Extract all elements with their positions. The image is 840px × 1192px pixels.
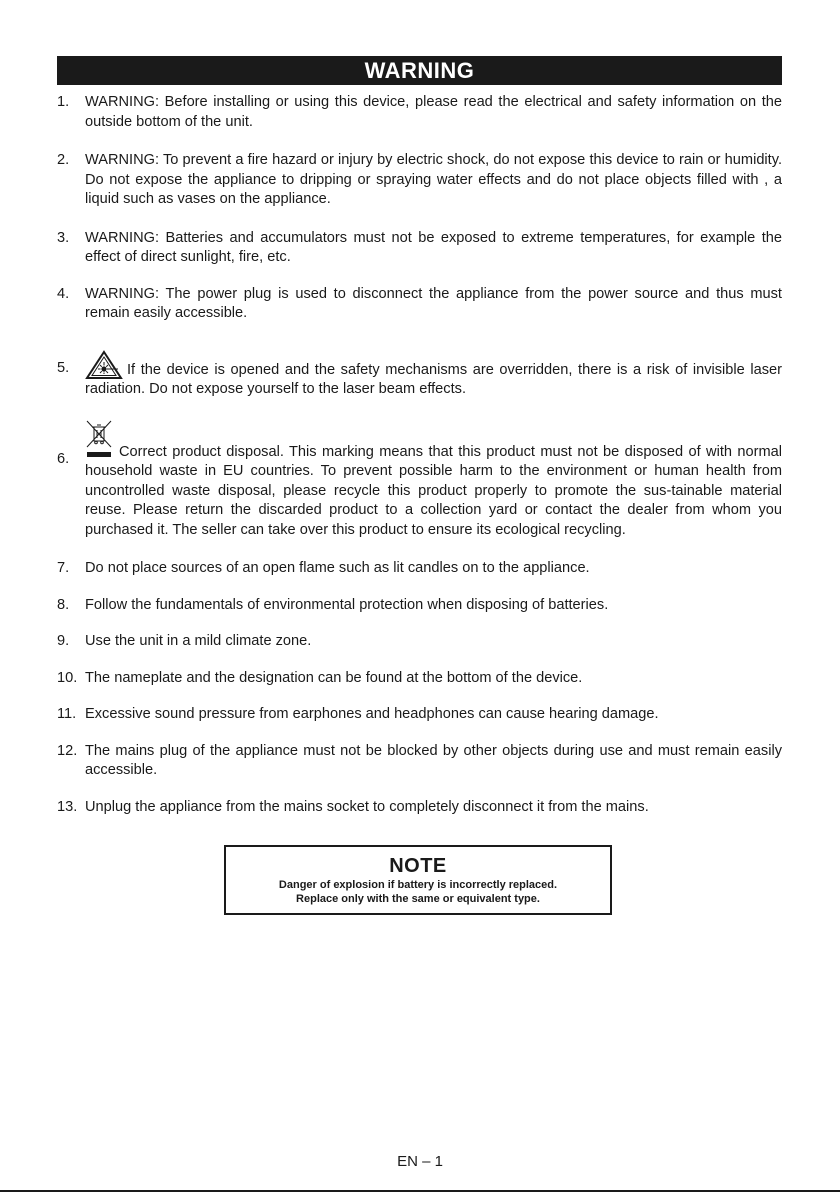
item-text: WARNING: Batteries and accumulators must not be exposed to extreme temperatures, for example the effect of direct sunlight, fire, etc. [85, 229, 782, 265]
item-text: Use the unit in a mild climate zone. [85, 633, 312, 649]
item-number: 4. [57, 285, 70, 302]
item-number: 13. [57, 798, 78, 815]
warning-title: WARNING [57, 56, 782, 85]
note-title: NOTE [389, 855, 447, 877]
note-line: Danger of explosion if battery is incorrectly replaced. [278, 879, 558, 891]
item-text-with-icon [57, 420, 782, 541]
item-text: Correct product disposal. This marking means that this product must not be disposed of with normal household waste in EU countries. To prevent possible harm to the environment or human health from uncontrolled waste disposal, please recycle this product properly to promote the sus-tainable material reuse. Please return the discarded product to a collection yard or contact the dealer from whom you purchased it. The seller can take over this product to ensure its ecological recycling. [85, 443, 782, 538]
list-item [57, 350, 782, 400]
item-text: Follow the fundamentals of environmental protection when disposing of batteries. [85, 596, 609, 613]
item-text: Do not place sources of an open flame such as lit candles on to the appliance. [85, 560, 590, 576]
page-number: EN – 1 [397, 1153, 443, 1170]
list-item [57, 596, 782, 616]
item-number: 8. [57, 596, 70, 613]
list-item [57, 669, 782, 689]
list-item [57, 151, 782, 210]
list-item [57, 705, 782, 725]
item-number: 1. [57, 94, 70, 110]
list-item [57, 420, 782, 541]
item-number: 9. [57, 633, 70, 649]
item-text: Unplug the appliance from the mains socket to completely disconnect it from the mains. [85, 798, 649, 815]
item-text: If the device is opened and the safety mechanisms are overridden, there is a risk of invisible laser radiation. Do not expose yourself to the laser beam effects. [85, 361, 782, 397]
item-text: WARNING: To prevent a fire hazard or injury by electric shock, do not expose this device to rain or humidity. Do not expose the appliance to dripping or spraying water effects and do not place objects filled with , a liquid such as vases on the appliance. [85, 152, 782, 207]
crossed-bin-icon [85, 420, 113, 458]
item-number: 5. [57, 359, 70, 376]
list-item [57, 798, 782, 818]
list-item [57, 742, 782, 781]
laser-warning-icon [85, 350, 123, 380]
list-item [57, 285, 782, 324]
item-text-with-icon [57, 350, 782, 400]
item-number: 7. [57, 560, 70, 576]
item-number: 3. [57, 229, 70, 246]
list-item [57, 93, 782, 132]
list-item [57, 559, 782, 579]
item-text: The mains plug of the appliance must not be blocked by other objects during use and must remain easily accessible. [85, 742, 782, 778]
item-text: WARNING: Before installing or using this device, please read the electrical and safety information on the outside bottom of the unit. [85, 94, 782, 130]
note-line: Replace only with the same or equivalent type. [296, 893, 540, 905]
item-text: The nameplate and the designation can be found at the bottom of the device. [85, 669, 583, 686]
note-box [224, 845, 612, 915]
item-number: 10. [57, 669, 78, 686]
item-number: 6. [57, 450, 70, 467]
item-text: WARNING: The power plug is used to disconnect the appliance from the power source and thus must remain easily accessible. [85, 285, 782, 321]
list-item [57, 229, 782, 268]
item-text: Excessive sound pressure from earphones and headphones can cause hearing damage. [85, 706, 659, 722]
list-item [57, 632, 782, 652]
item-number: 12. [57, 742, 78, 759]
warning-list [57, 93, 782, 817]
item-number: 11. [57, 706, 77, 722]
item-number: 2. [57, 152, 70, 168]
